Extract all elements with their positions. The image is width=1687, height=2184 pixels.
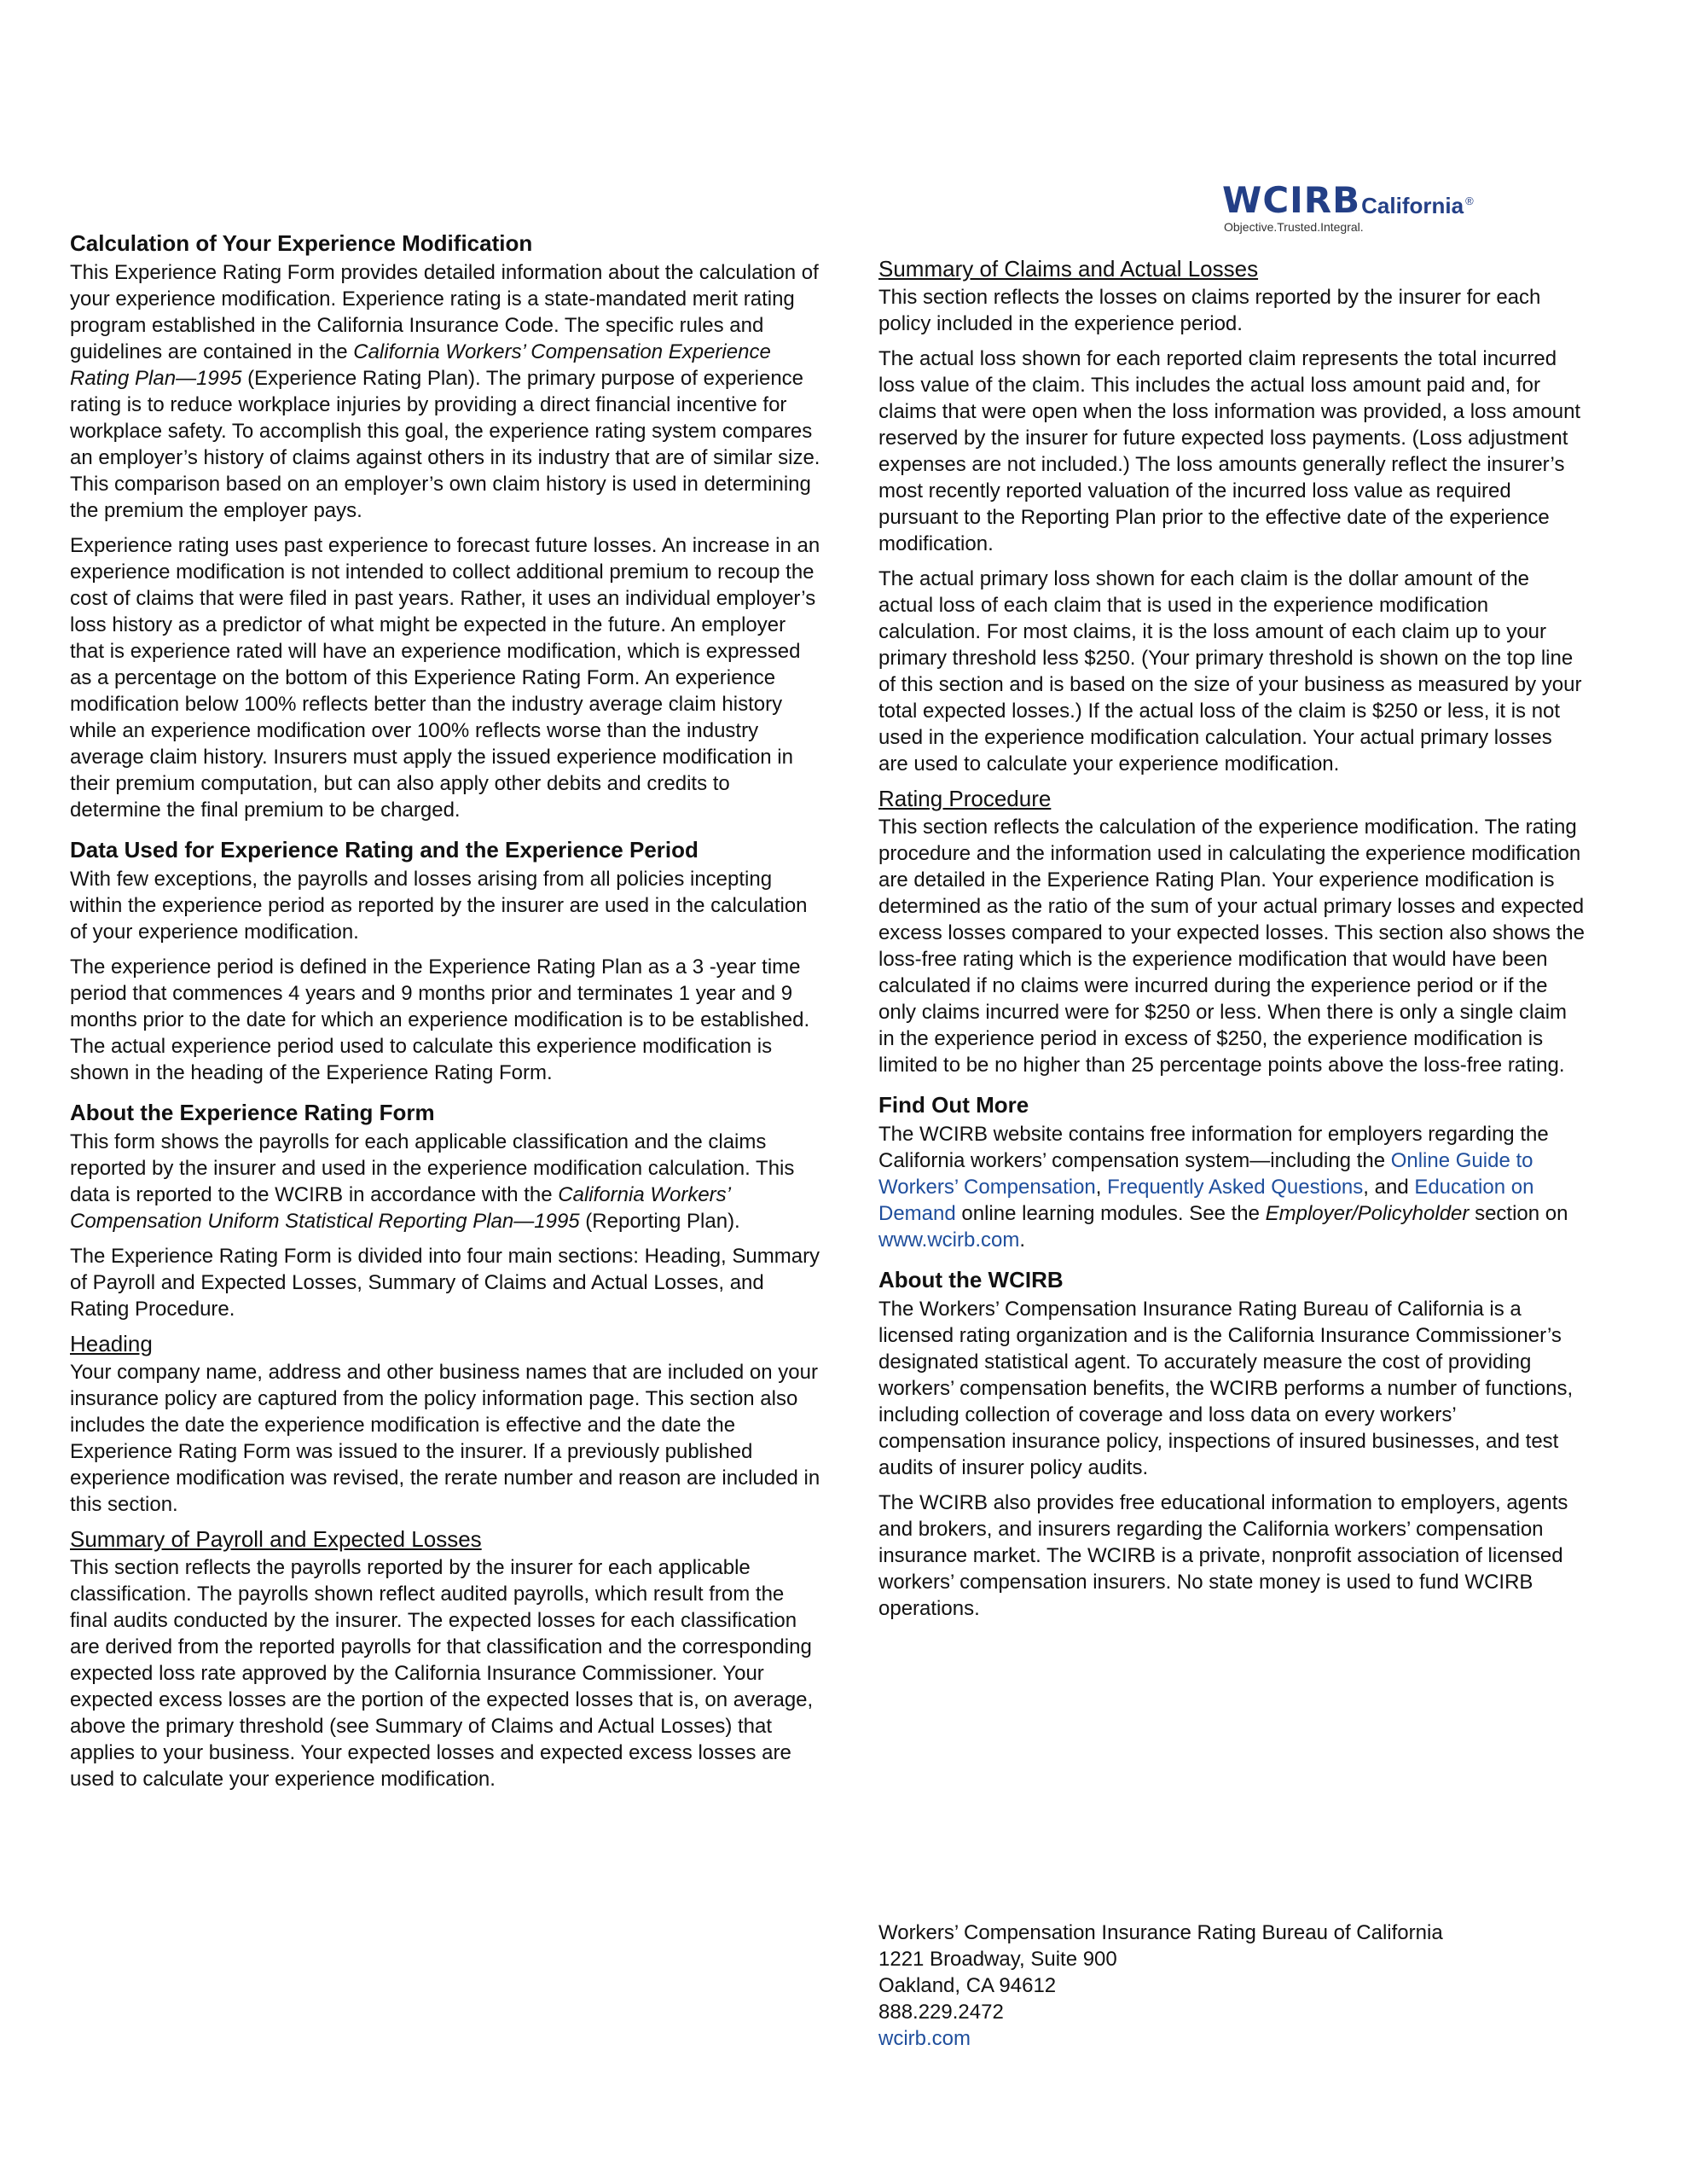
link-online-guide[interactable]: Online Guide to Workers’ Compensation bbox=[878, 1149, 1533, 1199]
right-column bbox=[878, 256, 1586, 1630]
left-column bbox=[70, 230, 820, 1801]
subsection-title-heading: Heading bbox=[70, 1331, 153, 1356]
subsection-title-rating: Rating Procedure bbox=[878, 786, 1052, 811]
section-title-data-used: Data Used for Experience Rating and the Experience Period bbox=[70, 837, 699, 863]
section-title-about-form: About the Experience Rating Form bbox=[70, 1100, 435, 1125]
link-faq[interactable]: Frequently Asked Questions bbox=[1107, 1176, 1364, 1199]
logo-mark: WCIRB bbox=[1222, 179, 1361, 221]
logo-wordmark bbox=[1222, 179, 1495, 221]
data-used-paragraph-2: The experience period is defined in the Experience Rating Plan as a 3 -year time period that commences 4 years and 9 months prior and terminates 1 year and 9 months prior to the date for which an experience modification is to be established. The actual experience period used to calculate this experience modification is shown in the heading of the Experience Rating Form. bbox=[70, 956, 810, 1084]
about-wcirb-paragraph-2: The WCIRB also provides free educational information to employers, agents and brokers, and insurers regarding the California workers’ compensation insurance market. The WCIRB is a private, nonprofit association of licensed workers’ compensation insurers. No state money is used to fund WCIRB operations. bbox=[878, 1491, 1568, 1620]
logo-region: California bbox=[1361, 193, 1464, 218]
calculation-paragraph-1: This Experience Rating Form provides detailed information about the calculation of your experience modification. Experience rating is a state-mandated merit rating program established in the California Insurance Code. The specific rules and guidelines are contained in the California Workers’ Compensation Experience Rating Plan—1995 (Experience Rating Plan). The primary purpose of experience rating is to reduce workplace injuries by providing a direct financial incentive for workplace safety. To accomplish this goal, the experience rating system compares an employer’s history of claims against others in its industry that are of similar size. This comparison based on an employer’s own claim history is used in determining the premium the employer pays. bbox=[70, 261, 820, 522]
logo-tagline: Objective.Trusted.Integral. bbox=[1224, 220, 1364, 234]
footer-address bbox=[878, 1920, 1586, 2052]
claims-paragraph-1: This section reflects the losses on claims reported by the insurer for each policy included in the experience period. bbox=[878, 286, 1541, 335]
about-wcirb-paragraph-1: The Workers’ Compensation Insurance Rating Bureau of California is a licensed rating organization and is the California Insurance Commissioner’s designated statistical agent. To accurately measure the cost of providing workers’ compensation benefits, the WCIRB performs a number of functions, including collection of coverage and loss data on every workers’ compensation insurance policy, inspections of insured businesses, and test audits of insurer policy audits. bbox=[878, 1298, 1574, 1479]
wcirb-logo bbox=[1222, 179, 1495, 239]
claims-paragraph-3: The actual primary loss shown for each claim is the dollar amount of the actual loss of each claim that is used in the experience modification calculation. For most claims, it is the loss amount of each claim up to your primary threshold less $250. (Your primary threshold is shown on the top line of this section and is based on the size of your business as measured by your total expected losses.) If the actual loss of the claim is $250 or less, it is not used in the experience modification calculation. Your actual primary losses are used to calculate your experience modification. bbox=[878, 567, 1582, 775]
link-wcirb-website[interactable]: www.wcirb.com bbox=[878, 1228, 1020, 1252]
footer-org: Workers’ Compensation Insurance Rating Bureau of California bbox=[878, 1921, 1443, 1944]
subsection-title-claims: Summary of Claims and Actual Losses bbox=[878, 256, 1259, 282]
claims-paragraph-2: The actual loss shown for each reported claim represents the total incurred loss value of the claim. This includes the actual loss amount paid and, for claims that were open when the loss information was provided, a loss amount reserved by the insurer for future expected loss payments. (Loss adjustment expenses are not included.) The loss amounts generally reflect the insurer’s most recently reported valuation of the incurred loss value as required pursuant to the Reporting Plan prior to the effective date of the experience modification. bbox=[878, 347, 1581, 555]
about-form-paragraph-1: This form shows the payrolls for each applicable classification and the claims reported by the insurer and used in the experience modification calculation. This data is reported to the WCIRB in accordance with the California Workers’ Compensation Uniform Statistical Reporting Plan—1995 (Reporting Plan). bbox=[70, 1130, 795, 1233]
heading-paragraph: Your company name, address and other business names that are included on your insurance policy are captured from the policy information page. This section also includes the date the experience modification is effective and the date the Experience Rating Form was issued to the insurer. If a previously published experience modification was revised, the rerate number and reason are included in this section. bbox=[70, 1361, 820, 1516]
section-title-calculation: Calculation of Your Experience Modification bbox=[70, 230, 533, 256]
footer-city: Oakland, CA 94612 bbox=[878, 1974, 1057, 1997]
data-used-paragraph-1: With few exceptions, the payrolls and losses arising from all policies incepting within the experience period as reported by the insurer are used in the calculation of your experience modification. bbox=[70, 868, 808, 944]
link-education-on-demand[interactable]: Education on Demand bbox=[878, 1176, 1534, 1225]
logo-registered-mark: ® bbox=[1465, 195, 1474, 207]
rating-paragraph: This section reflects the calculation of the experience modification. The rating procedure and the information used in calculating the experience modification are detailed in the Experience Rating Plan. Your experience modification is determined as the ratio of the sum of your actual primary losses and expected excess losses compared to your expected losses. This section also shows the loss-free rating which is the experience modification that would have been calculated if no claims were incurred during the experience period or if the only claims incurred were for $250 or less. When there is only a single claim in the experience period in excess of $250, the experience modification is limited to be no higher than 25 percentage points above the loss-free rating. bbox=[878, 816, 1585, 1077]
about-form-paragraph-2: The Experience Rating Form is divided into four main sections: Heading, Summary of Payroll and Expected Losses, Summary of Claims and Actual Losses, and Rating Procedure. bbox=[70, 1245, 820, 1321]
subsection-title-payroll: Summary of Payroll and Expected Losses bbox=[70, 1526, 482, 1552]
payroll-paragraph: This section reflects the payrolls reported by the insurer for each applicable classification. The payrolls shown reflect audited payrolls, which result from the final audits conducted by the insurer. The expected losses for each classification are derived from the reported payrolls for that classification and the corresponding expected loss rate approved by the California Insurance Commissioner. Your expected excess losses are the portion of the expected losses that is, on average, above the primary threshold (see Summary of Claims and Actual Losses) that applies to your business. Your expected losses and expected excess losses are used to calculate your experience modification. bbox=[70, 1556, 814, 1791]
footer-phone: 888.229.2472 bbox=[878, 2001, 1004, 2024]
section-title-find-out-more: Find Out More bbox=[878, 1092, 1029, 1118]
footer-street: 1221 Broadway, Suite 900 bbox=[878, 1948, 1117, 1971]
section-title-about-wcirb: About the WCIRB bbox=[878, 1267, 1064, 1292]
footer-web-link[interactable]: wcirb.com bbox=[878, 2027, 971, 2050]
calculation-paragraph-2: Experience rating uses past experience to forecast future losses. An increase in an experience modification is not intended to collect additional premium to recoup the cost of claims that were filed in past years. Rather, it uses an individual employer’s loss history as a predictor of what might be expected in the future. An employer that is experience rated will have an experience modification, which is expressed as a percentage on the bottom of this Experience Rating Form. An experience modification below 100% reflects better than the industry average claim history while an experience modification over 100% reflects worse than the industry average claim history. Insurers must apply the issued experience modification in their premium computation, but can also apply other debits and credits to determine the final premium to be charged. bbox=[70, 534, 820, 822]
find-out-more-paragraph: The WCIRB website contains free information for employers regarding the California workers’ compensation system—including the Online Guide to Workers’ Compensation, Frequently Asked Questions, and Education on Demand online learning modules. See the Employer/Policyholder section on www.wcirb.com. bbox=[878, 1123, 1568, 1252]
